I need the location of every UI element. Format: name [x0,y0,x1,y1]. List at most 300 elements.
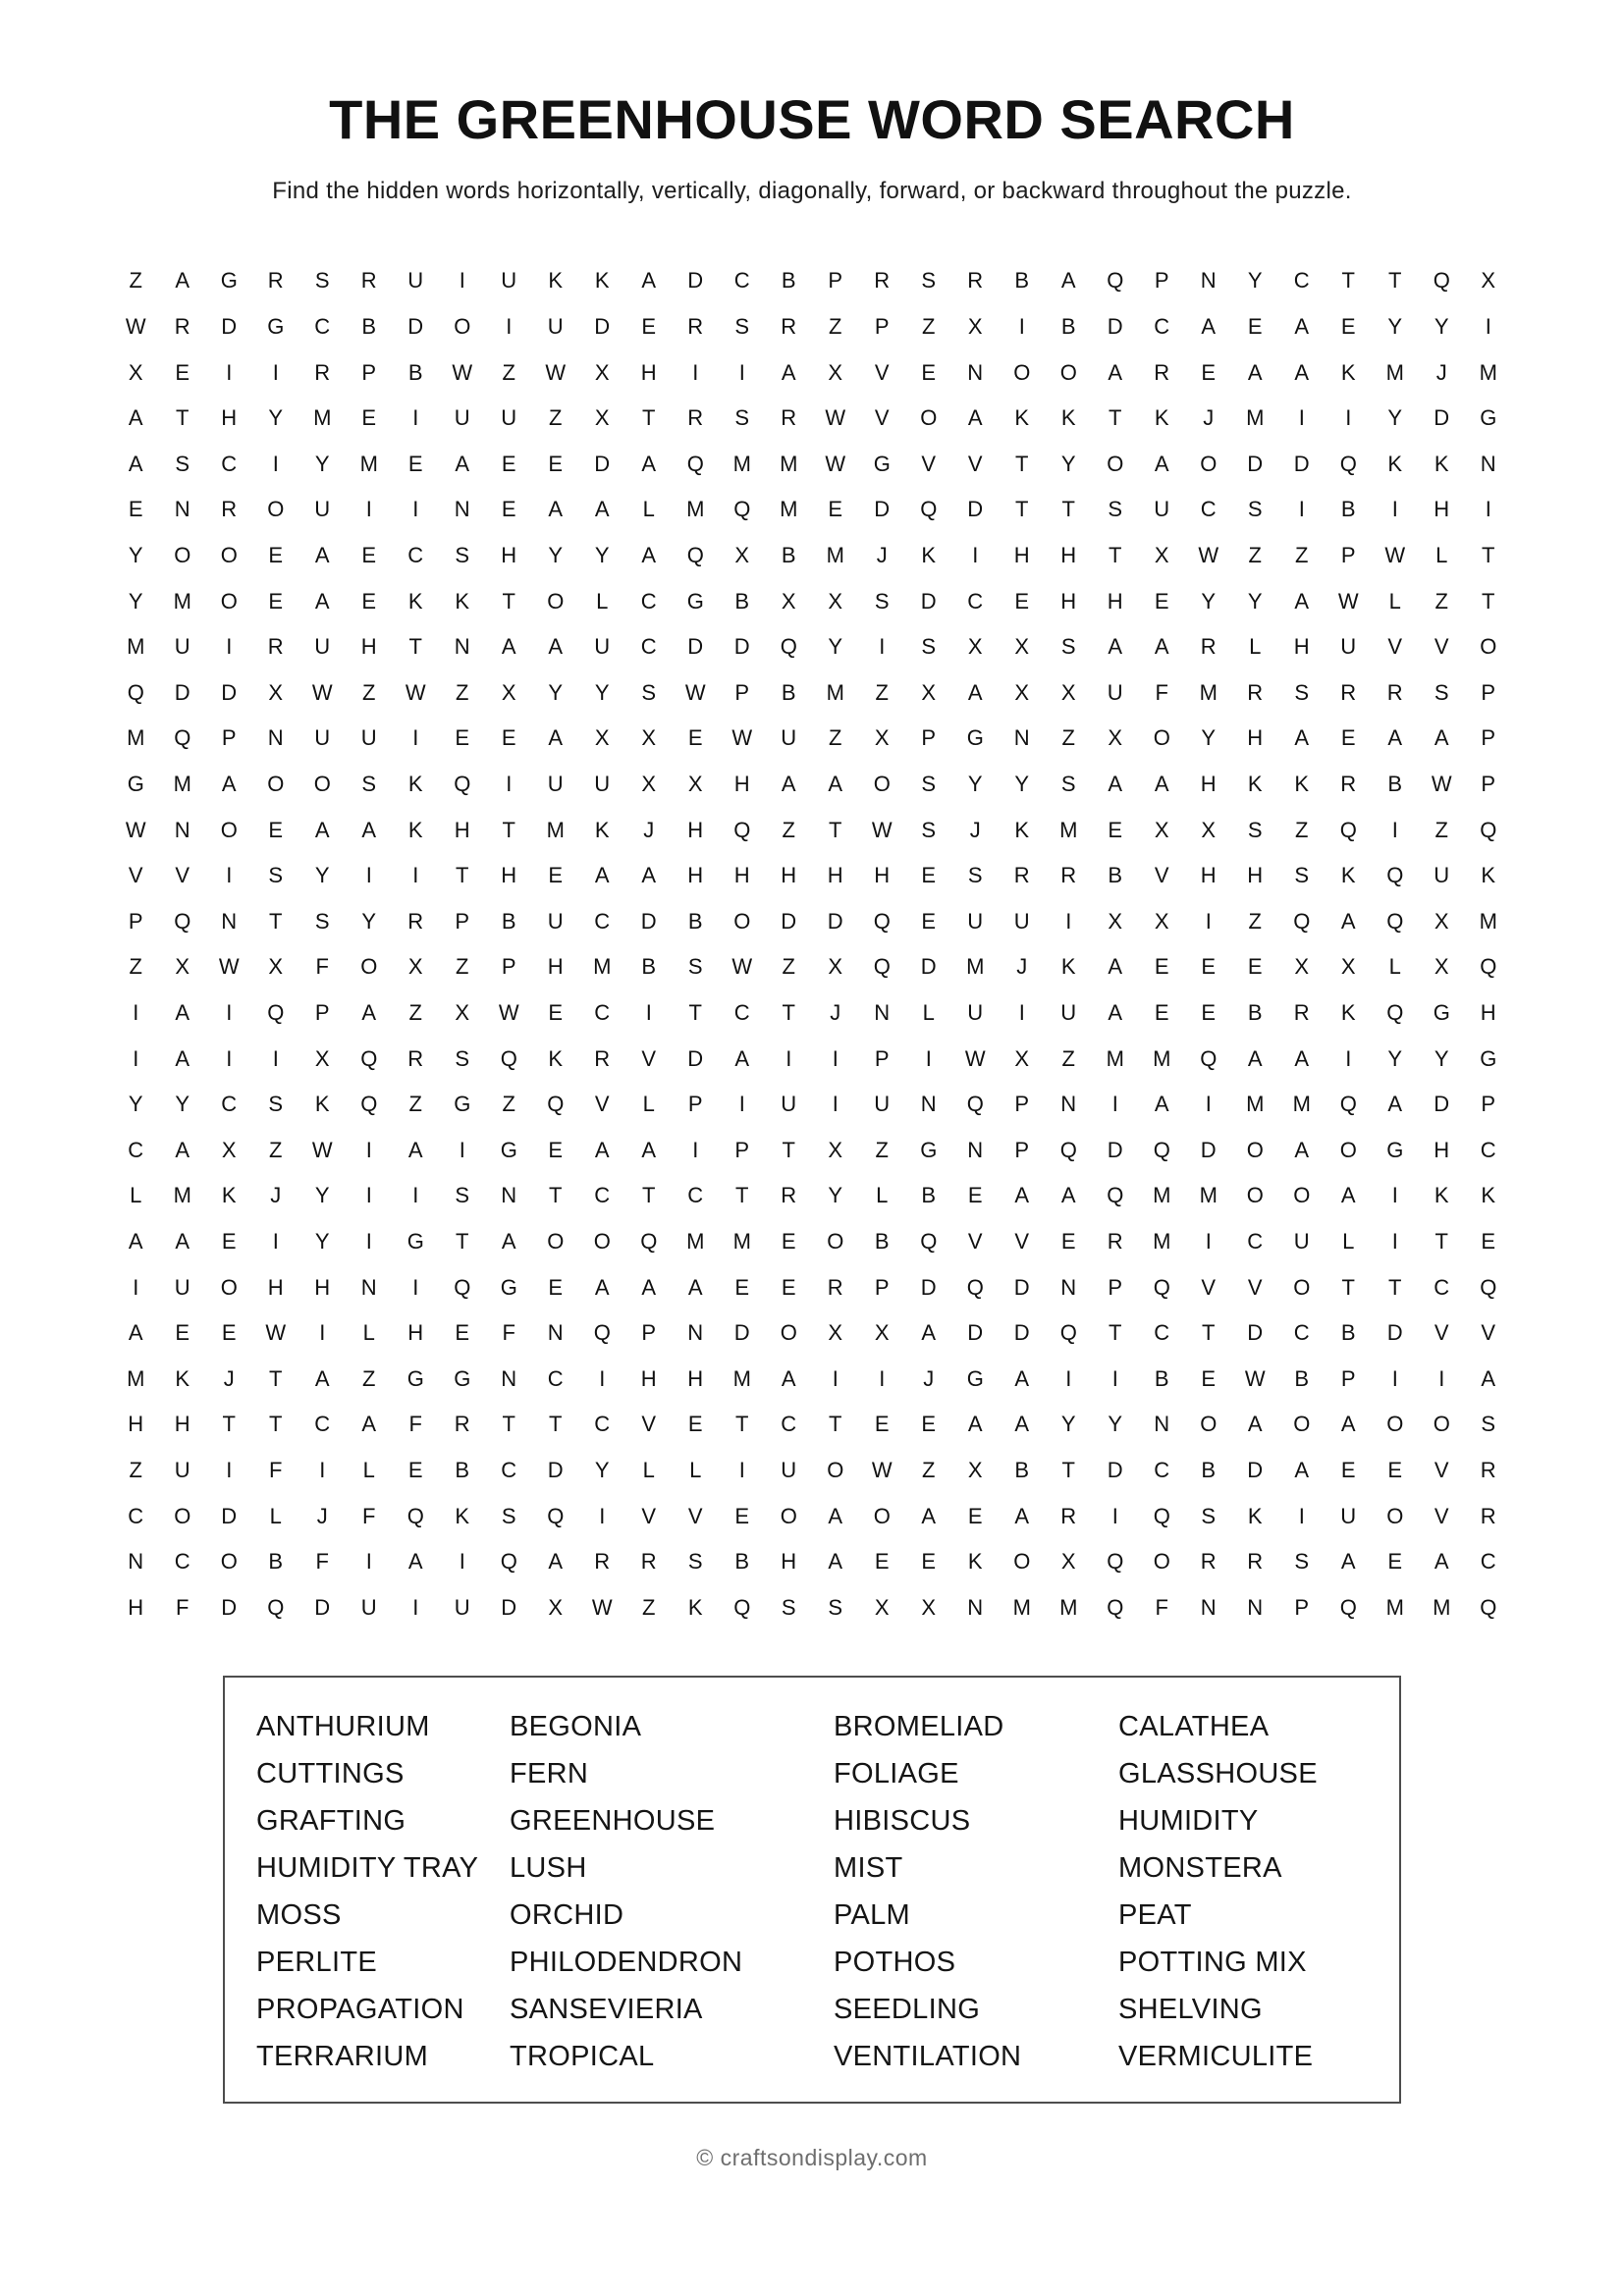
grid-cell-r19-c20: P [1014,1092,1030,1117]
grid-cell-r15-c28: Q [1386,908,1404,934]
grid-cell-r21-c29: K [1434,1183,1449,1208]
grid-cell-r11-c2: Q [174,725,191,751]
grid-cell-r8-c21: H [1060,588,1077,614]
grid-cell-r3-c2: E [175,359,190,385]
grid-cell-r27-c13: L [689,1457,702,1482]
grid-cell-r2-c23: C [1154,314,1170,340]
grid-cell-r3-c11: X [594,359,610,385]
grid-cell-r3-c28: M [1385,359,1404,385]
grid-cell-r10-c19: A [967,679,983,705]
grid-cell-r6-c13: M [686,497,705,522]
grid-cell-r8-c2: M [173,588,191,614]
grid-cell-r19-c21: N [1060,1092,1077,1117]
grid-cell-r1-c27: T [1341,268,1355,294]
grid-cell-r8-c9: T [502,588,515,614]
grid-cell-r25-c25: W [1244,1365,1266,1391]
grid-cell-r27-c28: E [1387,1457,1403,1482]
grid-cell-r19-c17: U [874,1092,891,1117]
grid-cell-r2-c29: Y [1434,314,1449,340]
grid-cell-r7-c19: I [972,543,979,568]
grid-cell-r7-c11: Y [594,543,610,568]
grid-cell-r10-c24: M [1199,679,1218,705]
grid-cell-r15-c8: P [455,908,470,934]
grid-cell-r28-c25: K [1247,1503,1263,1528]
grid-cell-r30-c7: I [412,1594,419,1620]
grid-cell-r12-c28: B [1387,772,1403,797]
word-list-item: VERMICULITE [1118,2041,1314,2072]
grid-cell-r18-c19: W [964,1045,986,1071]
grid-cell-r30-c4: Q [267,1594,285,1620]
word-list-item: FERN [510,1758,589,1789]
grid-cell-r2-c20: I [1018,314,1025,340]
grid-cell-r1-c7: U [407,268,424,294]
grid-cell-r25-c21: I [1065,1365,1072,1391]
grid-cell-r25-c14: M [732,1365,751,1391]
grid-cell-r17-c25: B [1247,999,1263,1025]
grid-cell-r3-c21: O [1059,359,1077,385]
grid-cell-r10-c7: W [405,679,426,705]
grid-cell-r12-c27: R [1340,772,1357,797]
grid-cell-r26-c3: T [222,1412,236,1437]
grid-cell-r2-c19: X [967,314,983,340]
grid-cell-r1-c22: Q [1107,268,1124,294]
grid-cell-r21-c6: I [365,1183,372,1208]
grid-cell-r10-c6: Z [362,679,376,705]
grid-cell-r15-c30: M [1479,908,1497,934]
grid-cell-r5-c26: D [1293,451,1310,476]
grid-cell-r29-c3: O [220,1549,238,1575]
grid-cell-r29-c28: E [1387,1549,1403,1575]
page-title: THE GREENHOUSE WORD SEARCH [329,88,1295,150]
grid-cell-r6-c22: S [1108,497,1123,522]
grid-cell-r8-c10: O [547,588,565,614]
grid-cell-r26-c25: A [1247,1412,1263,1437]
grid-cell-r27-c12: L [642,1457,655,1482]
grid-cell-r7-c21: H [1060,543,1077,568]
grid-cell-r17-c13: T [688,999,702,1025]
grid-cell-r8-c19: C [967,588,984,614]
grid-cell-r19-c6: Q [360,1092,378,1117]
grid-cell-r6-c5: U [314,497,331,522]
grid-cell-r29-c24: R [1200,1549,1217,1575]
grid-cell-r4-c15: R [781,405,797,431]
grid-cell-r11-c1: M [127,725,145,751]
grid-cell-r20-c29: H [1434,1137,1450,1162]
grid-cell-r14-c5: Y [314,863,330,888]
grid-cell-r20-c13: I [692,1137,699,1162]
grid-cell-r17-c6: A [361,999,377,1025]
grid-cell-r6-c2: N [174,497,190,522]
grid-cell-r9-c8: N [454,634,470,660]
grid-cell-r15-c18: E [921,908,937,934]
grid-cell-r1-c24: N [1200,268,1217,294]
word-list-item: TERRARIUM [256,2041,429,2072]
grid-cell-r16-c28: L [1388,954,1401,980]
grid-cell-r14-c17: H [874,863,891,888]
grid-cell-r10-c10: Y [548,679,564,705]
grid-cell-r9-c1: M [127,634,145,660]
grid-cell-r12-c11: U [594,772,611,797]
grid-cell-r24-c8: E [455,1320,470,1346]
grid-cell-r10-c13: W [684,679,706,705]
grid-cell-r5-c1: A [128,451,143,476]
grid-cell-r14-c2: V [175,863,190,888]
grid-cell-r28-c23: Q [1153,1503,1170,1528]
grid-cell-r27-c16: O [827,1457,844,1482]
grid-cell-r16-c10: H [547,954,564,980]
grid-cell-r29-c23: O [1153,1549,1170,1575]
grid-cell-r12-c15: A [781,772,796,797]
grid-cell-r9-c12: C [640,634,657,660]
grid-cell-r5-c20: T [1015,451,1029,476]
grid-cell-r20-c20: P [1014,1137,1030,1162]
word-list-column-3 [834,1703,1118,2080]
grid-cell-r19-c23: A [1154,1092,1169,1117]
grid-cell-r9-c19: X [967,634,983,660]
grid-cell-r13-c21: M [1059,817,1078,842]
grid-cell-r4-c22: T [1109,405,1122,431]
word-list-item: HUMIDITY TRAY [256,1852,479,1884]
grid-cell-r30-c16: S [828,1594,843,1620]
grid-cell-r27-c25: D [1247,1457,1264,1482]
grid-cell-r17-c28: Q [1386,999,1404,1025]
grid-cell-r21-c28: I [1391,1183,1398,1208]
grid-cell-r30-c24: N [1200,1594,1217,1620]
grid-cell-r5-c5: Y [314,451,330,476]
grid-cell-r16-c13: S [687,954,703,980]
grid-cell-r23-c8: Q [454,1274,471,1300]
grid-cell-r6-c8: N [454,497,470,522]
grid-cell-r3-c26: A [1294,359,1310,385]
grid-cell-r14-c30: K [1481,863,1496,888]
grid-cell-r2-c3: D [221,314,238,340]
word-list-item: GREENHOUSE [510,1805,716,1837]
grid-cell-r11-c13: E [687,725,703,751]
grid-cell-r6-c4: O [267,497,285,522]
grid-cell-r5-c22: O [1107,451,1124,476]
grid-cell-r3-c18: E [921,359,937,385]
grid-cell-r7-c29: L [1435,543,1448,568]
grid-cell-r15-c13: B [687,908,703,934]
grid-cell-r28-c27: U [1340,1503,1357,1528]
grid-cell-r18-c8: S [455,1045,470,1071]
grid-cell-r26-c12: V [641,1412,657,1437]
grid-cell-r6-c24: C [1200,497,1217,522]
grid-cell-r3-c15: A [781,359,796,385]
grid-cell-r14-c24: H [1200,863,1217,888]
grid-cell-r27-c15: U [781,1457,797,1482]
grid-cell-r30-c28: M [1385,1594,1404,1620]
grid-cell-r27-c29: V [1434,1457,1449,1482]
grid-cell-r1-c3: G [220,268,238,294]
grid-cell-r11-c24: Y [1201,725,1217,751]
grid-cell-r18-c9: Q [500,1045,517,1071]
grid-cell-r22-c10: O [547,1228,565,1254]
grid-cell-r29-c22: Q [1107,1549,1124,1575]
grid-cell-r23-c11: A [594,1274,610,1300]
grid-cell-r17-c5: P [314,999,330,1025]
grid-cell-r9-c23: A [1154,634,1169,660]
grid-cell-r5-c2: S [175,451,190,476]
grid-cell-r14-c22: B [1108,863,1123,888]
grid-cell-r7-c6: E [361,543,377,568]
grid-cell-r14-c20: R [1013,863,1030,888]
grid-cell-r21-c26: O [1293,1183,1311,1208]
grid-cell-r12-c5: O [313,772,331,797]
grid-cell-r22-c11: O [593,1228,611,1254]
grid-cell-r29-c26: S [1294,1549,1310,1575]
grid-cell-r1-c2: A [175,268,190,294]
grid-cell-r2-c10: U [547,314,564,340]
grid-cell-r14-c15: H [781,863,797,888]
grid-cell-r14-c14: H [733,863,750,888]
grid-cell-r28-c6: F [362,1503,376,1528]
grid-cell-r19-c27: Q [1339,1092,1357,1117]
grid-cell-r8-c4: E [268,588,284,614]
grid-cell-r18-c13: D [687,1045,704,1071]
grid-cell-r3-c19: N [967,359,984,385]
grid-cell-r29-c2: C [174,1549,190,1575]
grid-cell-r5-c15: M [780,451,798,476]
grid-cell-r4-c5: M [313,405,332,431]
grid-cell-r10-c8: Z [456,679,469,705]
grid-cell-r29-c7: A [407,1549,423,1575]
grid-cell-r18-c20: X [1014,1045,1030,1071]
grid-cell-r6-c3: R [221,497,238,522]
grid-cell-r15-c11: C [594,908,611,934]
grid-cell-r21-c23: M [1153,1183,1171,1208]
grid-cell-r13-c22: E [1108,817,1123,842]
grid-cell-r28-c4: L [269,1503,282,1528]
grid-cell-r18-c15: I [785,1045,792,1071]
grid-cell-r3-c17: V [874,359,890,385]
grid-cell-r1-c28: T [1388,268,1402,294]
grid-cell-r25-c3: J [223,1365,235,1391]
grid-cell-r11-c12: X [641,725,657,751]
grid-cell-r3-c4: I [272,359,279,385]
grid-cell-r28-c30: R [1480,1503,1496,1528]
grid-cell-r14-c27: K [1340,863,1356,888]
grid-cell-r18-c17: P [874,1045,890,1071]
grid-cell-r11-c11: X [594,725,610,751]
grid-cell-r26-c8: R [454,1412,470,1437]
grid-cell-r11-c7: I [412,725,419,751]
grid-cell-r13-c15: Z [782,817,795,842]
grid-cell-r4-c8: U [454,405,470,431]
word-list-item: MOSS [256,1899,342,1931]
grid-cell-r7-c16: M [826,543,844,568]
grid-cell-r11-c14: W [731,725,753,751]
grid-cell-r30-c21: M [1059,1594,1078,1620]
grid-cell-r24-c18: A [921,1320,937,1346]
grid-cell-r6-c16: E [828,497,843,522]
grid-cell-r11-c8: E [455,725,470,751]
grid-cell-r9-c4: R [267,634,284,660]
grid-cell-r21-c20: A [1014,1183,1030,1208]
grid-cell-r30-c2: F [176,1594,189,1620]
grid-cell-r10-c5: W [311,679,333,705]
grid-cell-r4-c19: A [967,405,983,431]
grid-cell-r11-c29: A [1434,725,1449,751]
grid-cell-r10-c27: R [1340,679,1357,705]
grid-cell-r15-c25: Z [1248,908,1262,934]
grid-cell-r21-c2: M [173,1183,191,1208]
grid-cell-r12-c26: K [1294,772,1310,797]
grid-cell-r30-c1: H [128,1594,144,1620]
grid-cell-r5-c19: V [967,451,983,476]
grid-cell-r27-c8: B [455,1457,470,1482]
grid-cell-r15-c24: I [1205,908,1212,934]
grid-cell-r12-c25: K [1247,772,1263,797]
grid-cell-r19-c4: S [268,1092,284,1117]
grid-cell-r13-c10: M [546,817,565,842]
grid-cell-r13-c26: Z [1295,817,1309,842]
grid-cell-r24-c24: T [1202,1320,1216,1346]
grid-cell-r16-c8: Z [456,954,469,980]
grid-cell-r18-c25: A [1247,1045,1263,1071]
grid-cell-r28-c10: Q [547,1503,565,1528]
grid-cell-r5-c10: E [548,451,564,476]
grid-cell-r19-c13: P [687,1092,703,1117]
grid-cell-r21-c1: L [130,1183,142,1208]
grid-cell-r23-c2: U [174,1274,190,1300]
grid-cell-r9-c16: Y [828,634,843,660]
grid-cell-r19-c24: I [1205,1092,1212,1117]
grid-cell-r18-c7: R [407,1045,424,1071]
grid-cell-r24-c5: I [319,1320,326,1346]
grid-cell-r12-c23: A [1154,772,1169,797]
grid-cell-r14-c21: R [1060,863,1077,888]
grid-cell-r9-c13: D [687,634,704,660]
grid-cell-r10-c2: D [174,679,190,705]
grid-cell-r6-c30: I [1485,497,1491,522]
grid-cell-r28-c19: E [967,1503,983,1528]
grid-cell-r4-c16: W [825,405,846,431]
grid-cell-r2-c1: W [125,314,146,340]
grid-cell-r2-c30: I [1485,314,1491,340]
grid-cell-r30-c9: D [501,1594,517,1620]
grid-cell-r29-c11: R [594,1549,611,1575]
grid-cell-r26-c6: A [361,1412,377,1437]
grid-cell-r9-c6: H [360,634,377,660]
grid-cell-r22-c5: Y [314,1228,330,1254]
grid-cell-r24-c15: O [780,1320,797,1346]
grid-cell-r27-c30: R [1480,1457,1496,1482]
grid-cell-r7-c7: C [407,543,424,568]
grid-cell-r29-c16: A [828,1549,843,1575]
grid-cell-r11-c27: E [1340,725,1356,751]
grid-cell-r23-c28: T [1388,1274,1402,1300]
grid-cell-r15-c2: Q [174,908,191,934]
grid-cell-r12-c13: X [687,772,703,797]
grid-cell-r18-c11: R [594,1045,611,1071]
grid-cell-r8-c29: Z [1435,588,1448,614]
grid-cell-r10-c14: P [734,679,750,705]
grid-cell-r20-c8: I [459,1137,465,1162]
grid-cell-r12-c2: M [173,772,191,797]
grid-cell-r23-c23: Q [1153,1274,1170,1300]
grid-cell-r21-c27: A [1340,1183,1356,1208]
grid-cell-r17-c27: K [1340,999,1356,1025]
grid-cell-r4-c10: Z [549,405,563,431]
grid-cell-r14-c6: I [365,863,372,888]
grid-cell-r6-c15: M [780,497,798,522]
grid-cell-r21-c21: A [1060,1183,1076,1208]
grid-cell-r5-c9: E [501,451,516,476]
grid-cell-r16-c20: J [1016,954,1028,980]
grid-cell-r25-c13: H [687,1365,704,1391]
grid-cell-r15-c3: N [221,908,238,934]
grid-cell-r10-c26: S [1294,679,1310,705]
grid-cell-r14-c18: E [921,863,937,888]
word-list-item: PHILODENDRON [510,1947,743,1978]
grid-cell-r16-c25: E [1247,954,1263,980]
grid-cell-r22-c9: A [501,1228,516,1254]
grid-cell-r24-c3: E [221,1320,237,1346]
word-list-item: ORCHID [510,1899,624,1931]
grid-cell-r2-c12: E [641,314,657,340]
grid-cell-r21-c10: T [549,1183,563,1208]
grid-cell-r26-c18: E [921,1412,937,1437]
grid-cell-r24-c20: D [1013,1320,1030,1346]
grid-cell-r11-c21: Z [1061,725,1075,751]
grid-cell-r30-c8: U [454,1594,470,1620]
grid-cell-r23-c20: D [1013,1274,1030,1300]
grid-cell-r26-c2: H [174,1412,190,1437]
grid-cell-r27-c27: E [1340,1457,1356,1482]
grid-cell-r16-c18: D [920,954,937,980]
grid-cell-r25-c11: I [599,1365,606,1391]
grid-cell-r6-c18: Q [920,497,938,522]
grid-cell-r26-c26: O [1293,1412,1311,1437]
grid-cell-r22-c25: C [1247,1228,1264,1254]
grid-cell-r28-c11: I [599,1503,606,1528]
grid-cell-r1-c30: X [1481,268,1496,294]
grid-cell-r8-c28: L [1388,588,1401,614]
word-list-item: HIBISCUS [834,1805,971,1837]
word-list-item: SHELVING [1118,1994,1263,2025]
grid-cell-r4-c23: K [1154,405,1169,431]
grid-cell-r29-c25: R [1247,1549,1264,1575]
grid-cell-r11-c28: A [1387,725,1403,751]
grid-cell-r5-c11: D [594,451,611,476]
grid-cell-r5-c17: G [873,451,891,476]
grid-cell-r13-c30: Q [1480,817,1497,842]
grid-cell-r23-c21: N [1060,1274,1077,1300]
grid-cell-r26-c1: H [128,1412,144,1437]
grid-cell-r26-c5: C [314,1412,331,1437]
grid-cell-r1-c20: B [1014,268,1030,294]
grid-cell-r30-c25: N [1247,1594,1264,1620]
grid-cell-r1-c25: Y [1247,268,1263,294]
grid-cell-r24-c16: X [828,1320,843,1346]
grid-cell-r27-c1: Z [129,1457,142,1482]
grid-cell-r26-c15: C [781,1412,797,1437]
grid-cell-r29-c10: A [548,1549,564,1575]
word-list-box [223,1676,1401,2104]
grid-cell-r6-c29: H [1434,497,1450,522]
grid-cell-r26-c23: N [1154,1412,1170,1437]
grid-cell-r19-c2: Y [175,1092,190,1117]
grid-cell-r30-c17: X [874,1594,890,1620]
grid-cell-r24-c13: N [687,1320,704,1346]
grid-cell-r13-c14: Q [733,817,751,842]
grid-cell-r22-c30: E [1481,1228,1496,1254]
grid-cell-r11-c17: X [874,725,890,751]
grid-cell-r24-c4: W [265,1320,287,1346]
grid-cell-r7-c15: B [781,543,796,568]
grid-cell-r4-c12: T [642,405,656,431]
